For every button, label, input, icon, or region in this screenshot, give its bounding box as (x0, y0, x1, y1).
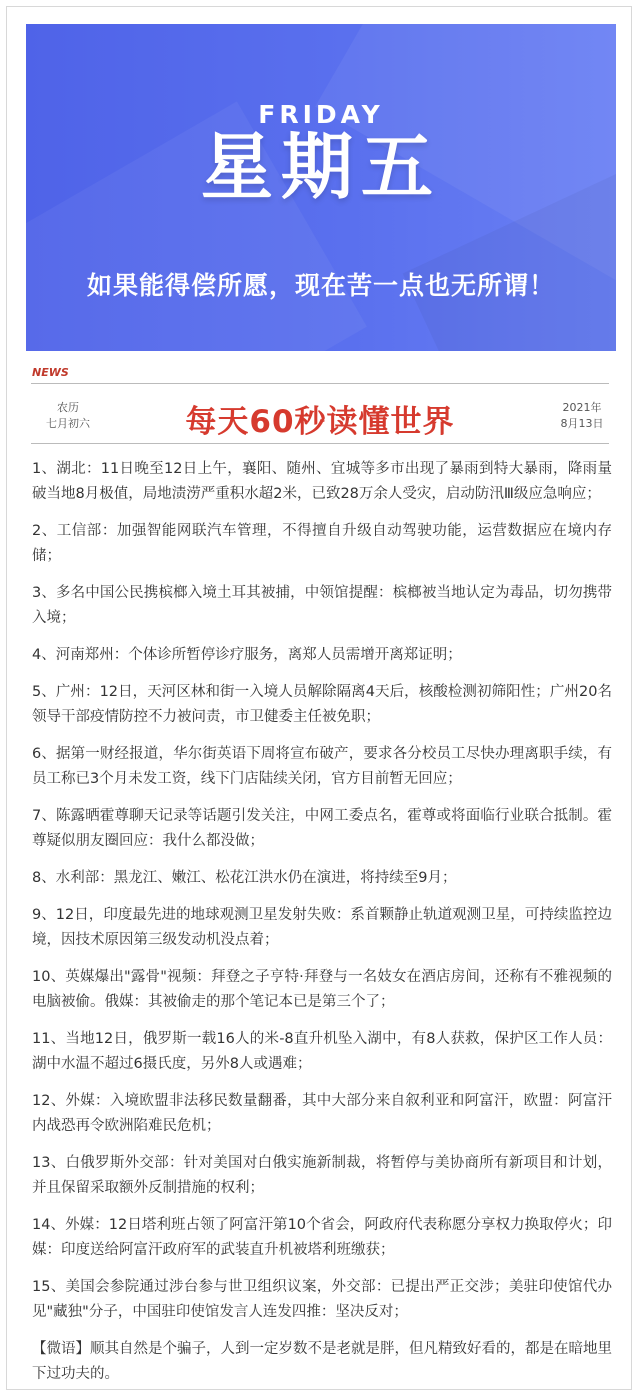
news-item: 4、河南郑州：个体诊所暂停诊疗服务，离郑人员需增开离郑证明； (32, 647, 462, 663)
date-month-day: 8月13日 (560, 417, 604, 430)
news-item: 7、陈露晒霍尊聊天记录等话题引发关注，中网工委点名，霍尊或将面临行业联合抵制。霍尊疑似朋友圈回应：我什么都没做； (32, 808, 612, 849)
news-item: 6、据第一财经报道，华尔街英语下周将宣布破产，要求各分校员工尽快办理离职手续，有员工称已3个月未发工资，线下门店陆续关闭，官方目前暂无回应； (32, 746, 612, 787)
news-item: 10、英媒爆出"露骨"视频：拜登之子亨特·拜登与一名妓女在酒店房间，还称有不雅视频的电脑被偷。俄媒：其被偷走的那个笔记本已是第三个了； (32, 969, 612, 1010)
divider (31, 443, 609, 444)
news-item: 9、12日，印度最先进的地球观测卫星发射失败：系首颗静止轨道观测卫星，可持续监控边境，因技术原因第三级发动机没点着； (32, 907, 612, 948)
divider (31, 383, 609, 384)
news-item: 2、工信部：加强智能网联汽车管理，不得擅自升级自动驾驶功能，运营数据应在境内存储； (32, 523, 612, 564)
lunar-date: 七月初六 (46, 417, 90, 430)
news-item: 5、广州：12日，天河区林和街一入境人员解除隔离4天后，核酸检测初筛阳性；广州20名领导干部疫情防控不力被问责，市卫健委主任被免职； (32, 684, 612, 725)
quote-text: 顺其自然是个骗子，人到一定岁数不是老就是胖，但凡精致好看的，都是在暗地里下过功夫的。 (32, 1341, 612, 1382)
news-item: 13、白俄罗斯外交部：针对美国对白俄实施新制裁，将暂停与美协商所有新项目和计划，并且保留采取额外反制措施的权利； (32, 1155, 612, 1196)
calendar-date-block (548, 400, 616, 432)
news-item: 3、多名中国公民携槟榔入境土耳其被捕，中领馆提醒：槟榔被当地认定为毒品，切勿携带入境； (32, 585, 612, 626)
page-title: 每天60秒读懂世界 (185, 404, 455, 440)
lunar-label: 农历 (57, 401, 79, 414)
weekday-chinese: 星期五 (200, 125, 441, 209)
news-item: 12、外媒：入境欧盟非法移民数量翻番，其中大部分来自叙利亚和阿富汗，欧盟：阿富汗内战恐再令欧洲陷难民危机； (32, 1093, 612, 1134)
lunar-date-block (38, 400, 98, 432)
banner-motto: 如果能得偿所愿，现在苦一点也无所谓！ (86, 271, 555, 300)
quote-label: 【微语】 (32, 1341, 90, 1357)
news-item: 14、外媒：12日塔利班占领了阿富汗第10个省会，阿政府代表称愿分享权力换取停火；印媒：印度送给阿富汗政府军的武装直升机被塔利班缴获； (32, 1217, 612, 1258)
news-item: 15、美国会参院通过涉台参与世卫组织议案，外交部：已提出严正交涉；美驻印使馆代办见"藏独"分子，中国驻印使馆发言人连发四推：坚决反对； (32, 1279, 612, 1320)
news-item: 11、当地12日，俄罗斯一载16人的米-8直升机坠入湖中，有8人获救，保护区工作人员：湖中水温不超过6摄氏度，另外8人或遇难； (32, 1031, 612, 1072)
daily-quote (32, 1337, 612, 1387)
news-list (32, 457, 612, 1387)
date-year: 2021年 (562, 401, 602, 414)
weekday-english: FRIDAY (258, 100, 384, 129)
section-tag: NEWS (32, 366, 69, 379)
news-item: 1、湖北：11日晚至12日上午，襄阳、随州、宜城等多市出现了暴雨到特大暴雨，降雨量破当地8月极值，局地渍涝严重积水超2米，已致28万余人受灾，启动防汛Ⅲ级应急响应； (32, 461, 612, 502)
header-banner (26, 24, 616, 351)
news-item: 8、水利部：黑龙江、嫩江、松花江洪水仍在演进，将持续至9月； (32, 870, 457, 886)
